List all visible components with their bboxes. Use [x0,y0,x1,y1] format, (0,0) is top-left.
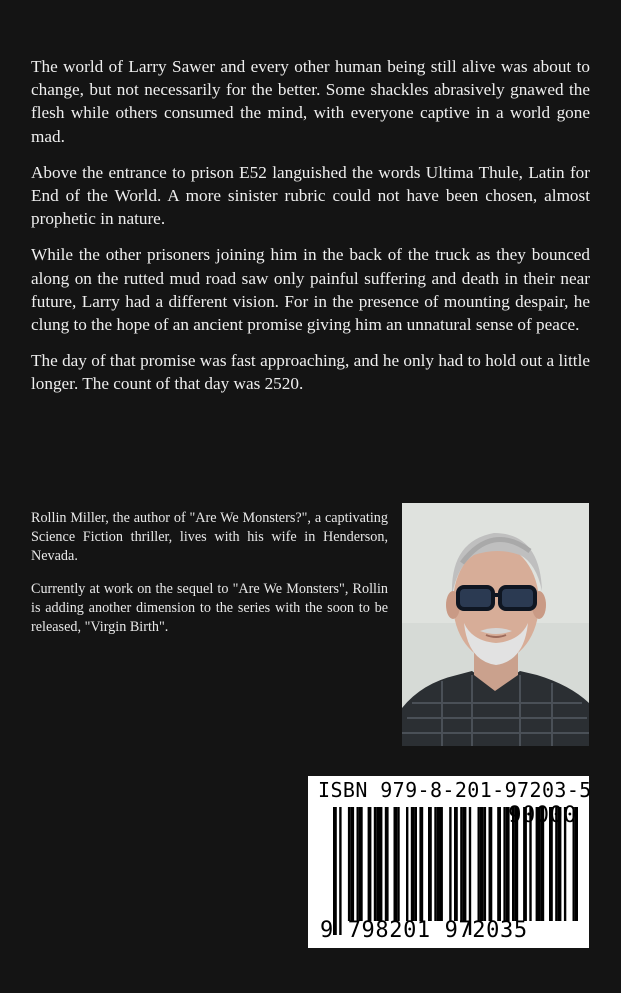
barcode-digits: 9 798201 972035 [320,918,528,943]
isbn-barcode-box [308,776,592,948]
barcode-bar [484,807,486,921]
bio-paragraph: Currently at work on the sequel to "Are We Monsters", Rollin is adding another dimension to the series with the soon to be released, "Virgin Birth". [31,580,388,636]
barcode-bar [434,807,436,921]
barcode-bar [350,807,354,921]
barcode-bar [368,807,372,921]
barcode-bar [374,807,376,921]
barcode-bars [333,807,578,935]
synopsis-paragraph: The world of Larry Sawer and every other human being still alive was about to change, but not necessarily for the better. Some shackles abrasively gnawed the flesh while others consumed the mind, with everyone captive in a world gone mad. [31,57,590,146]
barcode-bar [333,807,337,935]
author-portrait-illustration [402,503,589,746]
barcode-bar [523,807,527,921]
synopsis-paragraph: The day of that promise was fast approaching, and he only had to hold out a little longer. The count of that day was 2520. [31,351,590,394]
barcode-bar [469,807,471,935]
barcode-bar [503,807,505,921]
synopsis-paragraph: While the other prisoners joining him in the back of the truck as they bounced along on the rutted mud road saw only painful suffering and death in their near future, Larry had a different vision. For in the presence of mounting despair, he clung to the hope of an ancient promise giving him an unnatural sense of peace. [31,245,590,335]
barcode-bar [428,807,432,921]
barcode-bar [419,807,423,921]
bio-paragraph: Rollin Miller, the author of "Are We Monsters?", a captivating Science Fiction thriller, lives with his wife in Henderson, Nevada. [31,510,388,565]
barcode-bar [575,807,578,921]
barcode-bar [512,807,514,921]
barcode-bar [449,807,451,921]
barcode-bar [538,807,540,921]
barcode-bar [394,807,398,921]
author-photo [402,503,589,746]
barcode-bar [406,807,408,921]
barcode-bar [348,807,350,921]
author-bio [31,509,388,650]
barcode-bar [558,807,562,921]
barcode-bar [380,807,382,921]
barcode-bar [478,807,480,921]
barcode-bar [514,807,518,921]
barcode-bar [454,807,458,921]
synopsis-paragraph: Above the entrance to prison E52 languished the words Ultima Thule, Latin for End of the World. A more sinister rubric could not have been chosen, almost prophetic in nature. [31,162,590,229]
barcode-bar [437,807,441,921]
barcode-bar [441,807,443,921]
barcode-bar [564,807,566,921]
barcode-bar [529,807,531,921]
barcode-bar [463,807,467,921]
barcode-bar [506,807,510,921]
barcode-bar [415,807,417,921]
isbn-label: ISBN 979-8-201-97203-5 [318,778,592,802]
barcode-bar [357,807,359,921]
barcode-bar [497,807,501,921]
barcode-bar [573,807,575,921]
barcode-bar [385,807,389,921]
barcode-bar [376,807,380,921]
barcode-bar [536,807,538,921]
barcode-bar [480,807,484,921]
barcode-bar [549,807,553,921]
barcode-bar [359,807,363,921]
barcode-bar [489,807,493,921]
barcode-bar [339,807,341,935]
barcode-bar [555,807,557,921]
barcode-bar [397,807,399,921]
barcode-bar [460,807,462,921]
back-cover-synopsis [31,55,590,409]
barcode-bar [540,807,544,921]
barcode-bar [411,807,415,921]
